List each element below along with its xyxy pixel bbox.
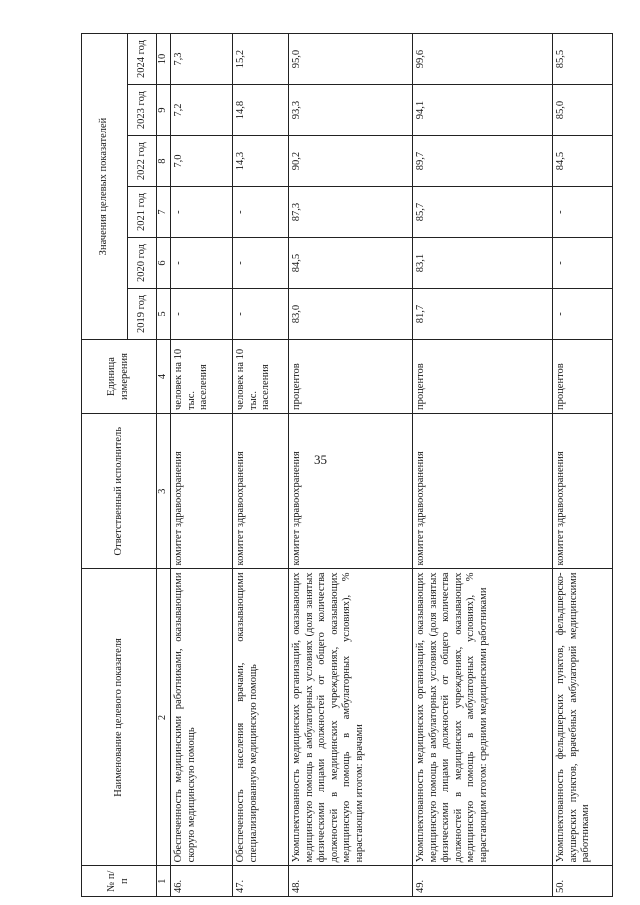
- value-2019: 83,0: [289, 289, 413, 340]
- value-2023: 85,0: [553, 85, 613, 136]
- table-row: [233, 34, 289, 897]
- row-number: 50.: [553, 866, 613, 897]
- header-executor: Ответственный исполнитель: [82, 413, 157, 569]
- indicator-name: Укомплектованность медицинских организаций, оказывающих медицинскую помощь в амбулаторных условиях (доля занятых физическими лицами должностей от общего количества должностей в медицинских учреждениях, оказывающих медицинскую помощь в амбулаторных условиях), % нарастающим итогом: врачами: [289, 569, 413, 866]
- header-year: 2023 год: [128, 85, 157, 136]
- indicator-name: Укомплектованность фельдшерских пунктов, фельдшерско-акушерских пунктов, врачебных амбулаторий медицинскими работниками: [553, 569, 613, 866]
- value-2022: 7,0: [171, 136, 233, 187]
- column-number: 4: [157, 340, 171, 414]
- executor: комитет здравоохранения: [289, 413, 413, 569]
- table-row: [413, 34, 553, 897]
- row-number: 48.: [289, 866, 413, 897]
- executor: комитет здравоохранения: [553, 413, 613, 569]
- value-2023: 7,2: [171, 85, 233, 136]
- value-2022: 84,5: [553, 136, 613, 187]
- value-2020: 84,5: [289, 238, 413, 289]
- executor: комитет здравоохранения: [233, 413, 289, 569]
- header-row: [82, 34, 128, 897]
- unit: человек на 10 тыс. населения: [233, 340, 289, 414]
- header-no: № п/п: [82, 866, 157, 897]
- value-2023: 14,8: [233, 85, 289, 136]
- row-number: 46.: [171, 866, 233, 897]
- value-2019: 81,7: [413, 289, 553, 340]
- unit: процентов: [413, 340, 553, 414]
- header-year: 2021 год: [128, 187, 157, 238]
- row-number: 49.: [413, 866, 553, 897]
- indicator-name: Укомплектованность медицинских организаций, оказывающих медицинскую помощь в амбулаторных условиях (доля занятых физическими лицами должностей от общего количества должностей в медицинских учреждениях, оказывающих медицинскую помощь в амбулаторных условиях), % нарастающим итогом: средними медицинскими работниками: [413, 569, 553, 866]
- header-year: 2019 год: [128, 289, 157, 340]
- value-2024: 95,0: [289, 34, 413, 85]
- column-number: 5: [157, 289, 171, 340]
- unit: процентов: [553, 340, 613, 414]
- value-2024: 7,3: [171, 34, 233, 85]
- header-year: 2024 год: [128, 34, 157, 85]
- value-2024: 15,2: [233, 34, 289, 85]
- header-name: Наименование целевого показателя: [82, 569, 157, 866]
- value-2024: 85,5: [553, 34, 613, 85]
- table-row: [553, 34, 613, 897]
- column-number: 2: [157, 569, 171, 866]
- header-year: 2020 год: [128, 238, 157, 289]
- executor: комитет здравоохранения: [171, 413, 233, 569]
- value-2022: 89,7: [413, 136, 553, 187]
- indicator-name: Обеспеченность медицинскими работниками, оказывающими скорую медицинскую помощь: [171, 569, 233, 866]
- value-2021: -: [171, 187, 233, 238]
- column-number: 6: [157, 238, 171, 289]
- indicator-name: Обеспеченность населения врачами, оказывающими специализированную медицинскую помощь: [233, 569, 289, 866]
- row-number: 47.: [233, 866, 289, 897]
- value-2019: -: [171, 289, 233, 340]
- value-2021: 85,7: [413, 187, 553, 238]
- value-2020: -: [171, 238, 233, 289]
- column-number: 1: [157, 866, 171, 897]
- value-2020: -: [233, 238, 289, 289]
- header-values-group: Значения целевых показателей: [82, 34, 128, 340]
- table-row: [171, 34, 233, 897]
- unit: человек на 10 тыс. населения: [171, 340, 233, 414]
- column-number: 9: [157, 85, 171, 136]
- value-2021: -: [233, 187, 289, 238]
- column-number: 8: [157, 136, 171, 187]
- page-number: 35: [314, 452, 327, 467]
- value-2023: 93,3: [289, 85, 413, 136]
- rotated-table-frame: [81, 33, 631, 897]
- header-unit: Единица измерения: [82, 340, 157, 414]
- column-number: 10: [157, 34, 171, 85]
- executor: комитет здравоохранения: [413, 413, 553, 569]
- value-2024: 99,6: [413, 34, 553, 85]
- header-year: 2022 год: [128, 136, 157, 187]
- value-2021: 87,3: [289, 187, 413, 238]
- value-2019: -: [233, 289, 289, 340]
- column-number: 7: [157, 187, 171, 238]
- value-2020: -: [553, 238, 613, 289]
- value-2021: -: [553, 187, 613, 238]
- value-2019: -: [553, 289, 613, 340]
- value-2020: 83,1: [413, 238, 553, 289]
- column-numbers-row: [157, 34, 171, 897]
- unit: процентов: [289, 340, 413, 414]
- value-2022: 14,3: [233, 136, 289, 187]
- column-number: 3: [157, 413, 171, 569]
- target-indicators-table: [81, 33, 613, 897]
- value-2023: 94,1: [413, 85, 553, 136]
- value-2022: 90,2: [289, 136, 413, 187]
- table-row: [289, 34, 413, 897]
